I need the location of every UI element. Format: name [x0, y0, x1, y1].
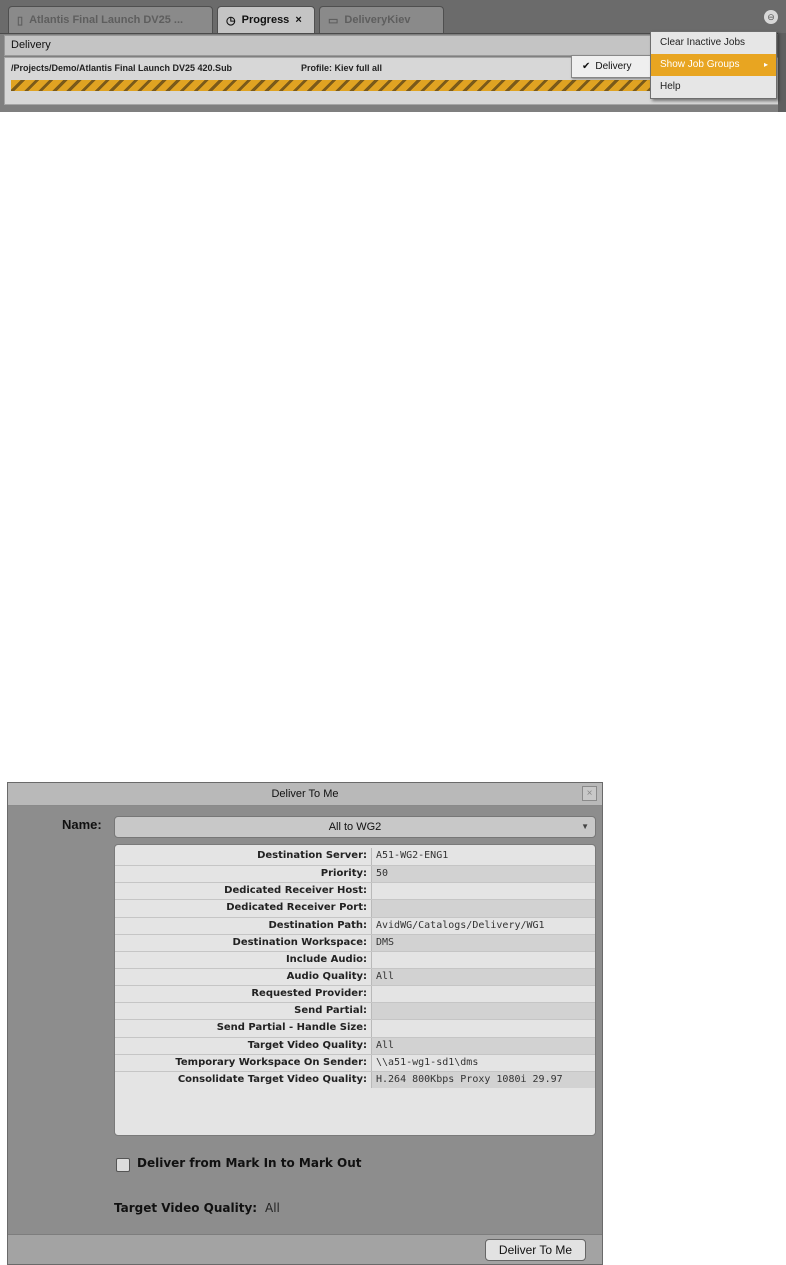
profile-properties-table — [114, 844, 596, 1136]
property-value — [372, 1020, 595, 1036]
submenu-item-delivery[interactable] — [571, 55, 653, 78]
property-value: H.264 800Kbps Proxy 1080i 29.97 — [372, 1072, 595, 1088]
property-key: Priority: — [115, 866, 372, 882]
property-value — [372, 900, 595, 916]
menu-item-show-job-groups[interactable] — [651, 54, 776, 76]
property-value — [372, 952, 595, 968]
tab-label: Atlantis Final Launch DV25 ... — [29, 14, 184, 26]
job-progress-bar — [11, 80, 671, 91]
profile-name-select[interactable] — [114, 816, 596, 838]
dialog-footer — [8, 1234, 602, 1265]
deliver-to-me-dialog — [7, 782, 603, 1265]
tab-label: Progress — [241, 14, 290, 26]
property-key: Target Video Quality: — [115, 1038, 372, 1054]
property-value: DMS — [372, 935, 595, 951]
tab-atlantis-sequence[interactable] — [8, 6, 213, 33]
property-key: Send Partial - Handle Size: — [115, 1020, 372, 1036]
property-row — [115, 934, 595, 951]
property-row — [115, 899, 595, 916]
property-key: Dedicated Receiver Host: — [115, 883, 372, 899]
property-row — [115, 985, 595, 1002]
check-icon: ✔ — [582, 61, 591, 72]
name-label: Name: — [62, 817, 102, 832]
property-key: Destination Path: — [115, 918, 372, 934]
job-profile: Profile: Kiev full all — [301, 63, 383, 73]
property-row — [115, 951, 595, 968]
folder-icon: ▭ — [328, 14, 339, 27]
property-value: \\a51-wg1-sd1\dms — [376, 1056, 479, 1068]
tab-bar — [0, 0, 786, 34]
dialog-title: Deliver To Me — [8, 783, 602, 806]
profile-name-value: All to WG2 — [328, 821, 382, 833]
close-icon[interactable]: × — [582, 786, 597, 801]
mark-in-out-checkbox[interactable] — [116, 1158, 130, 1172]
mark-in-out-label[interactable]: Deliver from Mark In to Mark Out — [137, 1156, 362, 1170]
menu-item-clear-inactive-jobs[interactable]: Clear Inactive Jobs — [660, 37, 746, 48]
property-key: Include Audio: — [115, 952, 372, 968]
property-row — [115, 882, 595, 899]
tab-delivery-kiev[interactable] — [319, 6, 444, 33]
property-row — [115, 1019, 595, 1036]
tab-progress[interactable] — [217, 6, 315, 33]
property-row — [115, 865, 595, 882]
context-menu — [650, 31, 777, 99]
property-value: AvidWG/Catalogs/Delivery/WG1 — [376, 919, 545, 931]
property-value — [372, 986, 595, 1002]
panel-menu-icon[interactable]: ⊖ — [764, 10, 778, 24]
property-value: All — [372, 1038, 595, 1054]
property-value: 50 — [372, 866, 595, 882]
progress-panel — [0, 0, 786, 112]
job-group-header[interactable]: Delivery — [4, 35, 652, 56]
menu-item-label: Show Job Groups — [660, 59, 740, 70]
property-key: Destination Workspace: — [115, 935, 372, 951]
property-row — [115, 1071, 595, 1088]
property-row — [115, 1054, 595, 1071]
submenu-arrow-icon: ▸ — [763, 60, 768, 69]
property-value — [372, 883, 595, 899]
property-key: Consolidate Target Video Quality: — [115, 1072, 372, 1088]
property-key: Destination Server: — [115, 848, 372, 865]
chevron-down-icon: ▼ — [581, 822, 589, 831]
property-value — [372, 1003, 595, 1019]
job-path: /Projects/Demo/Atlantis Final Launch DV25 420.Sub — [11, 63, 233, 73]
target-video-quality-label: Target Video Quality: — [114, 1201, 258, 1215]
property-row — [115, 1037, 595, 1054]
property-row — [115, 968, 595, 985]
scrollbar[interactable] — [778, 33, 786, 112]
target-video-quality-value: All — [265, 1201, 280, 1215]
deliver-to-me-button[interactable]: Deliver To Me — [485, 1239, 586, 1261]
property-row — [115, 848, 595, 865]
property-row — [115, 917, 595, 934]
property-key: Temporary Workspace On Sender: — [115, 1055, 372, 1071]
document-icon: ▯ — [17, 14, 24, 27]
tab-label: DeliveryKiev — [344, 14, 411, 26]
property-key: Dedicated Receiver Port: — [115, 900, 372, 916]
property-row — [115, 1002, 595, 1019]
property-key: Audio Quality: — [115, 969, 372, 985]
submenu-item-label: Delivery — [595, 61, 632, 72]
clock-icon: ◷ — [226, 14, 236, 27]
property-value: All — [372, 969, 595, 985]
close-tab-icon[interactable]: × — [295, 14, 302, 26]
property-key: Send Partial: — [115, 1003, 372, 1019]
property-key: Requested Provider: — [115, 986, 372, 1002]
property-value: A51-WG2-ENG1 — [376, 850, 449, 861]
menu-item-help[interactable]: Help — [660, 81, 681, 92]
